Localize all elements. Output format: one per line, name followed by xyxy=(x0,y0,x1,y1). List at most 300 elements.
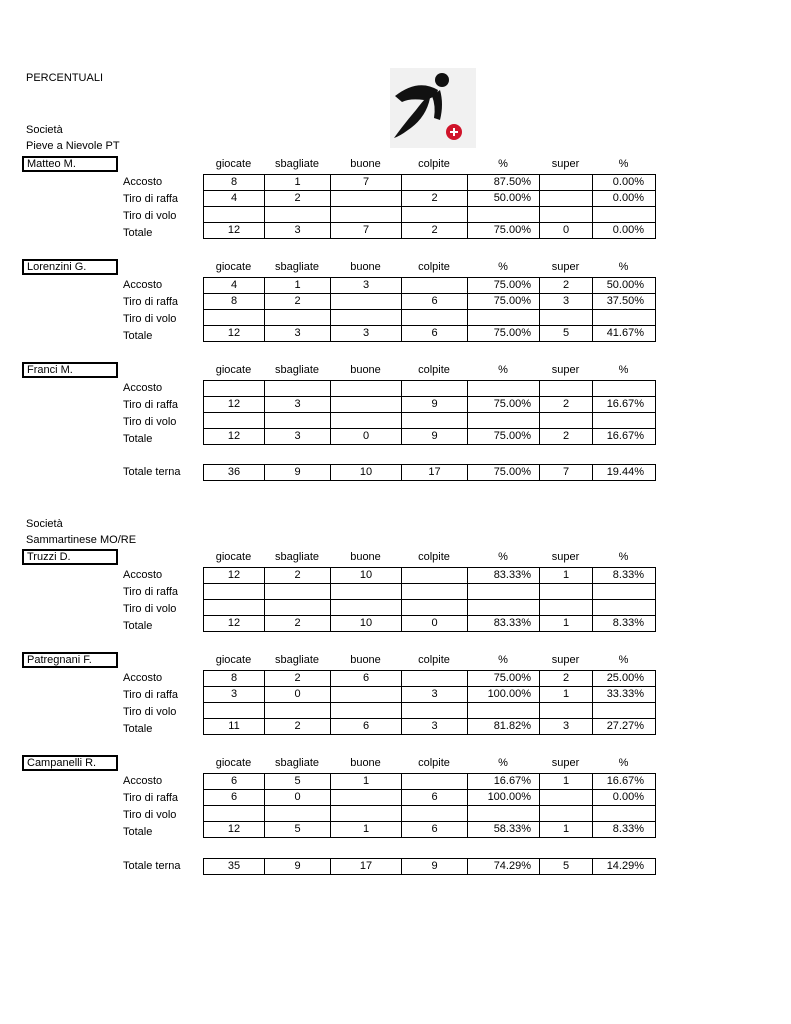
table-row xyxy=(204,175,656,191)
table-cell: 75.00% xyxy=(468,278,540,294)
column-header: % xyxy=(498,261,508,273)
stats-table xyxy=(203,380,656,445)
table-cell xyxy=(468,703,540,719)
table-cell: 74.29% xyxy=(468,859,540,875)
stats-table xyxy=(203,670,656,735)
table-cell xyxy=(204,381,265,397)
column-header: colpite xyxy=(418,551,450,563)
table-cell xyxy=(593,207,656,223)
table-cell xyxy=(402,774,468,790)
table-cell: 3 xyxy=(331,326,402,342)
table-cell: 6 xyxy=(402,822,468,838)
table-cell xyxy=(540,381,593,397)
table-cell: 37.50% xyxy=(593,294,656,310)
table-cell xyxy=(204,207,265,223)
table-cell xyxy=(593,600,656,616)
column-header: % xyxy=(498,654,508,666)
column-header: sbagliate xyxy=(274,364,320,376)
table-cell: 16.67% xyxy=(593,397,656,413)
bocce-player-logo xyxy=(390,68,476,148)
table-row xyxy=(204,310,656,326)
team-name: Pieve a Nievole PT xyxy=(26,140,120,152)
table-cell: 6 xyxy=(331,671,402,687)
table-cell: 12 xyxy=(204,429,265,445)
column-header: giocate xyxy=(215,261,252,273)
table-cell xyxy=(331,397,402,413)
row-label: Totale xyxy=(123,433,153,445)
table-cell: 8 xyxy=(204,671,265,687)
table-cell: 0 xyxy=(402,616,468,632)
table-cell: 83.33% xyxy=(468,616,540,632)
table-cell xyxy=(402,584,468,600)
table-cell: 12 xyxy=(204,568,265,584)
table-cell: 2 xyxy=(265,568,331,584)
row-label: Tiro di raffa xyxy=(123,792,179,804)
table-cell: 75.00% xyxy=(468,465,540,481)
table-cell xyxy=(593,310,656,326)
column-header: giocate xyxy=(215,757,252,769)
row-label: Tiro di raffa xyxy=(123,296,179,308)
table-cell xyxy=(593,381,656,397)
table-cell: 5 xyxy=(540,326,593,342)
table-cell xyxy=(402,703,468,719)
table-cell xyxy=(540,175,593,191)
table-row xyxy=(204,687,656,703)
table-cell xyxy=(204,584,265,600)
table-cell xyxy=(265,310,331,326)
table-cell xyxy=(593,806,656,822)
table-cell: 8.33% xyxy=(593,568,656,584)
column-header: sbagliate xyxy=(274,551,320,563)
column-header: % xyxy=(618,654,629,666)
table-cell: 1 xyxy=(540,687,593,703)
table-row xyxy=(204,207,656,223)
table-cell: 7 xyxy=(331,223,402,239)
player-name: Campanelli R. xyxy=(22,755,118,771)
column-header: % xyxy=(618,261,629,273)
table-row xyxy=(204,278,656,294)
table-cell: 1 xyxy=(540,774,593,790)
table-cell xyxy=(265,600,331,616)
column-header: super xyxy=(551,654,580,666)
table-cell: 12 xyxy=(204,223,265,239)
column-header-row xyxy=(0,259,791,275)
table-cell: 100.00% xyxy=(468,687,540,703)
table-cell: 75.00% xyxy=(468,397,540,413)
table-cell: 9 xyxy=(402,397,468,413)
table-row xyxy=(204,616,656,632)
table-cell xyxy=(265,381,331,397)
table-row xyxy=(204,413,656,429)
column-header: super xyxy=(551,364,580,376)
table-cell xyxy=(331,381,402,397)
table-cell: 0.00% xyxy=(593,191,656,207)
column-header: % xyxy=(498,364,508,376)
column-header: colpite xyxy=(418,654,450,666)
table-cell: 2 xyxy=(540,397,593,413)
table-cell xyxy=(402,278,468,294)
table-cell xyxy=(468,413,540,429)
table-row xyxy=(204,429,656,445)
column-header: % xyxy=(498,757,508,769)
table-cell: 9 xyxy=(265,465,331,481)
table-row xyxy=(204,381,656,397)
table-row xyxy=(204,703,656,719)
table-cell: 6 xyxy=(204,774,265,790)
table-row xyxy=(204,326,656,342)
table-cell: 6 xyxy=(331,719,402,735)
table-cell: 0 xyxy=(331,429,402,445)
stats-table xyxy=(203,277,656,342)
table-cell: 25.00% xyxy=(593,671,656,687)
column-header: buone xyxy=(350,654,381,666)
row-label: Totale xyxy=(123,227,153,239)
column-header: super xyxy=(551,757,580,769)
table-cell: 16.67% xyxy=(593,774,656,790)
stats-table xyxy=(203,567,656,632)
column-header: sbagliate xyxy=(274,757,320,769)
column-header: colpite xyxy=(418,364,450,376)
table-cell xyxy=(331,191,402,207)
column-header: giocate xyxy=(215,551,252,563)
row-label: Totale xyxy=(123,723,153,735)
row-label: Tiro di raffa xyxy=(123,689,179,701)
table-cell xyxy=(204,310,265,326)
row-label: Accosto xyxy=(123,569,163,581)
row-label: Tiro di volo xyxy=(123,809,177,821)
table-cell xyxy=(402,207,468,223)
table-cell: 5 xyxy=(265,774,331,790)
table-cell xyxy=(540,790,593,806)
table-cell: 33.33% xyxy=(593,687,656,703)
table-cell xyxy=(402,310,468,326)
table-cell: 100.00% xyxy=(468,790,540,806)
table-cell xyxy=(402,806,468,822)
table-cell: 1 xyxy=(540,822,593,838)
table-cell: 12 xyxy=(204,822,265,838)
table-cell: 58.33% xyxy=(468,822,540,838)
table-cell: 3 xyxy=(265,397,331,413)
table-cell xyxy=(540,207,593,223)
table-row xyxy=(204,294,656,310)
column-header: buone xyxy=(350,158,381,170)
table-cell: 3 xyxy=(265,429,331,445)
column-header: buone xyxy=(350,551,381,563)
table-cell: 7 xyxy=(331,175,402,191)
table-cell: 50.00% xyxy=(593,278,656,294)
column-header: colpite xyxy=(418,261,450,273)
table-cell: 0.00% xyxy=(593,223,656,239)
table-cell: 87.50% xyxy=(468,175,540,191)
table-cell: 8.33% xyxy=(593,616,656,632)
table-cell xyxy=(468,381,540,397)
table-cell: 0 xyxy=(540,223,593,239)
table-cell: 4 xyxy=(204,278,265,294)
table-cell xyxy=(540,806,593,822)
table-cell xyxy=(265,806,331,822)
table-cell: 1 xyxy=(265,175,331,191)
table-cell: 1 xyxy=(540,616,593,632)
table-row xyxy=(204,223,656,239)
table-cell: 75.00% xyxy=(468,223,540,239)
row-label: Tiro di volo xyxy=(123,416,177,428)
table-cell: 5 xyxy=(540,859,593,875)
table-cell: 10 xyxy=(331,568,402,584)
table-cell: 5 xyxy=(265,822,331,838)
table-cell xyxy=(402,568,468,584)
column-header: sbagliate xyxy=(274,261,320,273)
column-header: % xyxy=(618,757,629,769)
table-cell: 41.67% xyxy=(593,326,656,342)
total-terna-label: Totale terna xyxy=(123,860,181,872)
table-cell: 8.33% xyxy=(593,822,656,838)
table-cell: 9 xyxy=(402,429,468,445)
table-cell xyxy=(204,413,265,429)
column-header: % xyxy=(498,158,508,170)
table-cell: 75.00% xyxy=(468,429,540,445)
table-cell xyxy=(402,671,468,687)
row-label: Tiro di volo xyxy=(123,603,177,615)
column-header: colpite xyxy=(418,757,450,769)
column-header: buone xyxy=(350,757,381,769)
row-label: Tiro di volo xyxy=(123,313,177,325)
column-header: % xyxy=(618,364,629,376)
table-cell xyxy=(468,600,540,616)
column-header: giocate xyxy=(215,364,252,376)
table-cell: 9 xyxy=(265,859,331,875)
table-cell: 3 xyxy=(540,294,593,310)
table-cell: 3 xyxy=(331,278,402,294)
column-header-row xyxy=(0,156,791,172)
table-cell xyxy=(204,600,265,616)
table-row xyxy=(204,584,656,600)
table-cell: 50.00% xyxy=(468,191,540,207)
table-cell: 3 xyxy=(402,719,468,735)
table-cell: 2 xyxy=(265,719,331,735)
table-cell: 19.44% xyxy=(593,465,656,481)
table-cell: 36 xyxy=(204,465,265,481)
column-header: % xyxy=(618,158,629,170)
table-cell: 10 xyxy=(331,616,402,632)
table-cell xyxy=(540,191,593,207)
table-cell: 75.00% xyxy=(468,326,540,342)
table-cell: 11 xyxy=(204,719,265,735)
table-cell: 81.82% xyxy=(468,719,540,735)
table-cell xyxy=(593,413,656,429)
table-cell xyxy=(331,687,402,703)
column-header: sbagliate xyxy=(274,158,320,170)
total-terna-table xyxy=(203,858,656,875)
table-cell: 6 xyxy=(204,790,265,806)
table-cell: 12 xyxy=(204,397,265,413)
column-header: buone xyxy=(350,261,381,273)
table-cell: 3 xyxy=(265,326,331,342)
table-cell xyxy=(331,207,402,223)
table-cell xyxy=(468,207,540,223)
row-label: Totale xyxy=(123,330,153,342)
table-cell xyxy=(331,310,402,326)
column-header: giocate xyxy=(215,654,252,666)
table-cell xyxy=(402,175,468,191)
table-cell xyxy=(593,584,656,600)
column-header: % xyxy=(618,551,629,563)
table-cell xyxy=(265,413,331,429)
table-cell: 10 xyxy=(331,465,402,481)
table-cell: 8 xyxy=(204,294,265,310)
row-label: Accosto xyxy=(123,279,163,291)
table-cell: 3 xyxy=(540,719,593,735)
table-cell xyxy=(540,310,593,326)
table-row xyxy=(204,600,656,616)
table-cell: 1 xyxy=(540,568,593,584)
row-label: Tiro di raffa xyxy=(123,193,179,205)
table-cell: 1 xyxy=(331,822,402,838)
table-cell xyxy=(204,703,265,719)
table-row xyxy=(204,397,656,413)
table-cell: 12 xyxy=(204,326,265,342)
table-cell: 0 xyxy=(265,687,331,703)
column-header: % xyxy=(498,551,508,563)
table-cell: 12 xyxy=(204,616,265,632)
table-cell: 0.00% xyxy=(593,790,656,806)
table-cell: 17 xyxy=(402,465,468,481)
table-row xyxy=(204,719,656,735)
table-row xyxy=(204,465,656,481)
table-cell: 16.67% xyxy=(468,774,540,790)
total-terna-label: Totale terna xyxy=(123,466,181,478)
table-cell: 14.29% xyxy=(593,859,656,875)
table-cell xyxy=(331,790,402,806)
table-cell: 3 xyxy=(402,687,468,703)
column-header: colpite xyxy=(418,158,450,170)
table-row xyxy=(204,671,656,687)
table-cell: 3 xyxy=(204,687,265,703)
table-cell xyxy=(204,806,265,822)
player-name: Lorenzini G. xyxy=(22,259,118,275)
stats-table xyxy=(203,174,656,239)
row-label: Totale xyxy=(123,620,153,632)
column-header-row xyxy=(0,652,791,668)
table-cell: 9 xyxy=(402,859,468,875)
table-cell: 2 xyxy=(265,616,331,632)
table-cell xyxy=(593,703,656,719)
table-cell: 75.00% xyxy=(468,671,540,687)
table-cell xyxy=(265,584,331,600)
page-title: PERCENTUALI xyxy=(26,72,104,84)
table-cell: 16.67% xyxy=(593,429,656,445)
column-header-row xyxy=(0,362,791,378)
player-name: Patregnani F. xyxy=(22,652,118,668)
table-cell xyxy=(540,600,593,616)
row-label: Totale xyxy=(123,826,153,838)
societa-label: Società xyxy=(26,124,63,136)
table-row xyxy=(204,859,656,875)
player-name: Matteo M. xyxy=(22,156,118,172)
table-row xyxy=(204,774,656,790)
table-cell xyxy=(540,413,593,429)
column-header-row xyxy=(0,755,791,771)
table-cell xyxy=(331,703,402,719)
table-cell: 0.00% xyxy=(593,175,656,191)
table-cell: 8 xyxy=(204,175,265,191)
table-cell: 83.33% xyxy=(468,568,540,584)
table-cell xyxy=(468,584,540,600)
table-cell: 6 xyxy=(402,326,468,342)
row-label: Tiro di raffa xyxy=(123,586,179,598)
table-cell xyxy=(402,600,468,616)
table-row xyxy=(204,191,656,207)
table-cell: 2 xyxy=(540,671,593,687)
table-cell: 2 xyxy=(540,429,593,445)
column-header: super xyxy=(551,551,580,563)
table-cell xyxy=(331,806,402,822)
table-row xyxy=(204,806,656,822)
table-cell xyxy=(265,703,331,719)
societa-label: Società xyxy=(26,518,63,530)
table-cell: 4 xyxy=(204,191,265,207)
table-cell xyxy=(468,310,540,326)
column-header: super xyxy=(551,261,580,273)
row-label: Accosto xyxy=(123,672,163,684)
table-cell xyxy=(331,600,402,616)
table-cell: 1 xyxy=(331,774,402,790)
table-cell: 2 xyxy=(265,671,331,687)
table-cell: 3 xyxy=(265,223,331,239)
table-cell: 2 xyxy=(265,294,331,310)
column-header: buone xyxy=(350,364,381,376)
table-cell: 75.00% xyxy=(468,294,540,310)
stats-table xyxy=(203,773,656,838)
table-cell xyxy=(331,294,402,310)
table-cell: 0 xyxy=(265,790,331,806)
table-row xyxy=(204,790,656,806)
table-row xyxy=(204,568,656,584)
table-cell: 17 xyxy=(331,859,402,875)
table-cell xyxy=(331,413,402,429)
row-label: Accosto xyxy=(123,382,163,394)
total-terna-table xyxy=(203,464,656,481)
table-row xyxy=(204,822,656,838)
table-cell xyxy=(265,207,331,223)
table-cell: 2 xyxy=(265,191,331,207)
row-label: Tiro di volo xyxy=(123,706,177,718)
row-label: Tiro di volo xyxy=(123,210,177,222)
table-cell: 27.27% xyxy=(593,719,656,735)
table-cell xyxy=(540,584,593,600)
table-cell xyxy=(331,584,402,600)
player-name: Truzzi D. xyxy=(22,549,118,565)
table-cell: 2 xyxy=(540,278,593,294)
table-cell: 7 xyxy=(540,465,593,481)
column-header: super xyxy=(551,158,580,170)
player-name: Franci M. xyxy=(22,362,118,378)
table-cell xyxy=(540,703,593,719)
row-label: Accosto xyxy=(123,176,163,188)
table-cell: 35 xyxy=(204,859,265,875)
table-cell xyxy=(402,381,468,397)
table-cell: 6 xyxy=(402,294,468,310)
row-label: Accosto xyxy=(123,775,163,787)
column-header: sbagliate xyxy=(274,654,320,666)
table-cell: 2 xyxy=(402,191,468,207)
team-name: Sammartinese MO/RE xyxy=(26,534,137,546)
table-cell: 1 xyxy=(265,278,331,294)
table-cell: 6 xyxy=(402,790,468,806)
row-label: Tiro di raffa xyxy=(123,399,179,411)
column-header: giocate xyxy=(215,158,252,170)
column-header-row xyxy=(0,549,791,565)
table-cell xyxy=(468,806,540,822)
